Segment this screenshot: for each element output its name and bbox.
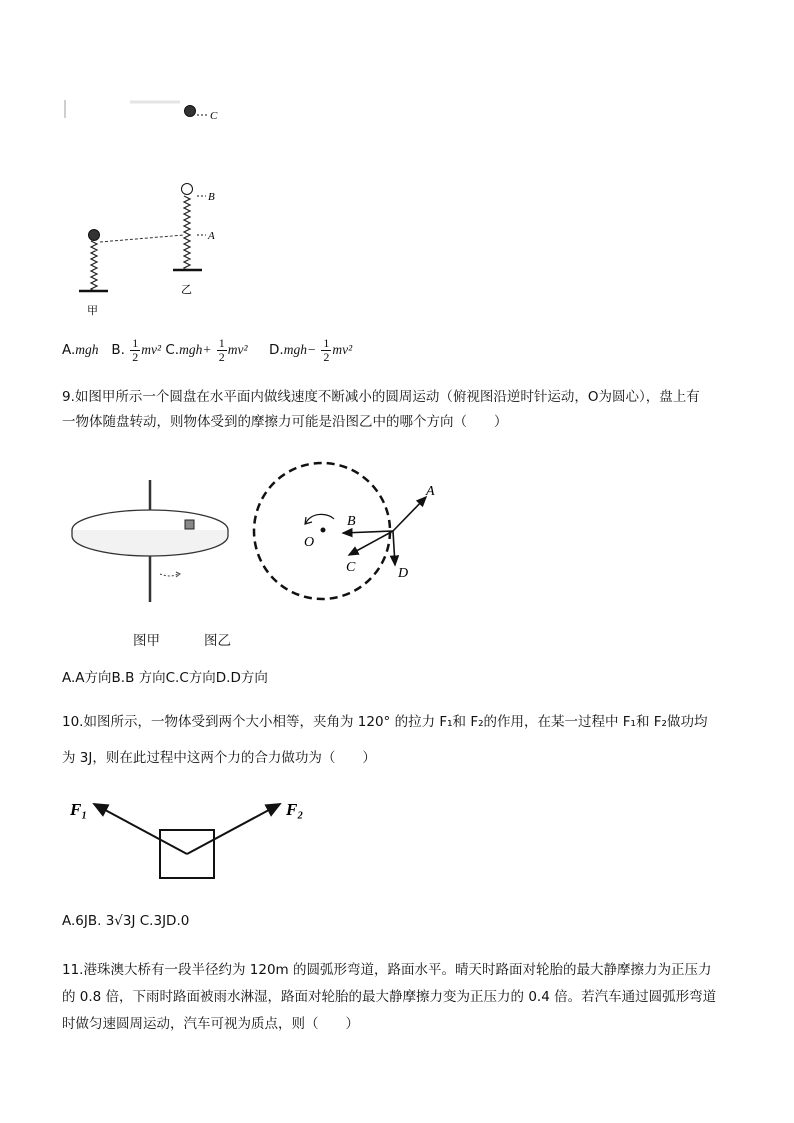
q8-option-b: B. $\frac{1}{2}$ mv² bbox=[111, 335, 162, 364]
q11-text-line-1: 11.港珠澳大桥有一段半径约为 120m 的圆弧形弯道，路面水平。晴天时路面对轮胎的最大静摩擦力为正压力 bbox=[62, 962, 712, 978]
q9-text-line-1: 9.如图甲所示一个圆盘在水平面内做线速度不断减小的圆周运动（俯视图沿逆时针运动，O为圆心），盘上有 bbox=[62, 389, 700, 405]
fraction: $\frac{1}{2}$ bbox=[132, 335, 139, 364]
spring-jia bbox=[91, 241, 97, 291]
label-f1: F₁ bbox=[70, 800, 88, 819]
label-c: C bbox=[210, 110, 218, 122]
q11-text-line-3: 时做匀速圆周运动，汽车可视为质点，则（ ） bbox=[62, 1016, 359, 1032]
label-yi: 乙 bbox=[181, 284, 192, 296]
level-line bbox=[100, 235, 184, 242]
q10-options: A.6JB. 3√3J C.3JD.0 bbox=[62, 913, 190, 929]
q9-figure-jia bbox=[62, 470, 247, 610]
q8-options bbox=[62, 336, 352, 364]
label-b: B bbox=[347, 514, 356, 529]
q8-option-a: A.mgh bbox=[62, 342, 99, 358]
label-b: B bbox=[208, 191, 215, 203]
arrow-d bbox=[393, 531, 395, 565]
fraction: $\frac{1}{2}$ bbox=[218, 335, 225, 364]
q11-text-line-2: 的 0.8 倍，下雨时路面被雨水淋湿，路面对轮胎的最大静摩擦力变为正压力的 0.4 倍。若汽车通过圆弧形弯道 bbox=[62, 989, 717, 1005]
ball-b bbox=[182, 184, 193, 195]
q8-figure bbox=[60, 92, 260, 322]
label-jia: 甲 bbox=[87, 305, 98, 317]
arrow-a bbox=[393, 497, 426, 531]
q9-options: A.A方向B.B 方向C.C方向D.D方向 bbox=[62, 670, 268, 686]
q10-figure bbox=[62, 790, 322, 885]
q9-caption-jia: 图甲 bbox=[133, 633, 160, 649]
q9-caption-yi: 图乙 bbox=[204, 633, 231, 649]
q9-figure-yi bbox=[248, 455, 448, 615]
q10-text-line-1: 10.如图所示，一物体受到两个大小相等，夹角为 120° 的拉力 F₁和 F₂的作用，在某一过程中 F₁和 F₂做功均 bbox=[62, 714, 708, 730]
q8-option-c: C.mgh+ $\frac{1}{2}$ mv² bbox=[165, 335, 248, 364]
q8-option-d: D.mgh− $\frac{1}{2}$ mv² bbox=[269, 335, 353, 364]
fraction: $\frac{1}{2}$ bbox=[323, 335, 330, 364]
label-o: O bbox=[304, 535, 315, 550]
arrow-b bbox=[343, 531, 393, 533]
label-f2: F₂ bbox=[286, 800, 304, 819]
q10-text-line-2: 为 3J，则在此过程中这两个力的合力做功为（ ） bbox=[62, 750, 376, 766]
ball-c bbox=[185, 106, 196, 117]
spring-yi bbox=[184, 196, 190, 270]
ball-left bbox=[89, 230, 100, 241]
small-block bbox=[185, 520, 194, 529]
label-a: A bbox=[426, 484, 435, 499]
label-c: C bbox=[346, 560, 356, 575]
label-d: D bbox=[398, 566, 409, 581]
label-a: A bbox=[208, 230, 215, 242]
q9-text-line-2: 一物体随盘转动，则物体受到的摩擦力可能是沿图乙中的哪个方向（ ） bbox=[62, 414, 508, 430]
